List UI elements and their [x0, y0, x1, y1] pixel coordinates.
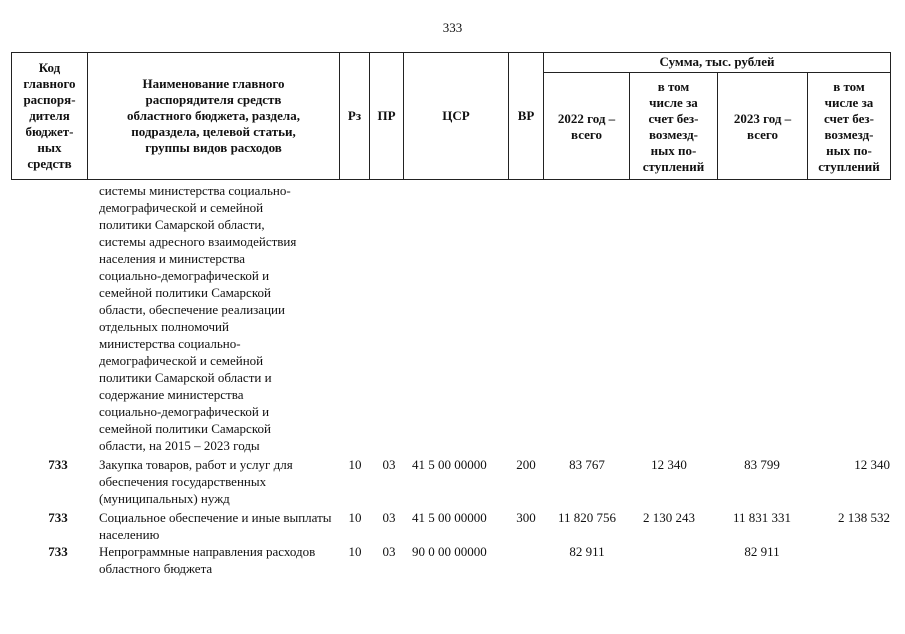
row-2022-total: 82 911	[569, 544, 605, 559]
header-code: Код главного распоря- дителя бюджет- ных средств	[23, 60, 76, 171]
row-vr: 300	[516, 510, 536, 525]
row-2023-total: 82 911	[744, 544, 780, 559]
row-code: 733	[48, 544, 68, 559]
page-number: 333	[442, 20, 463, 35]
row-2023-total: 83 799	[744, 457, 780, 472]
header-sum: Сумма, тыс. рублей	[659, 54, 775, 69]
table-header	[11, 52, 891, 180]
row-name: Закупка товаров, работ и услуг для обеспечения государственных (муниципальных) нужд	[99, 457, 293, 506]
row-code: 733	[48, 510, 68, 525]
header-pr: ПР	[377, 108, 396, 123]
row-csr: 90 0 00 00000	[412, 544, 487, 559]
row-vr: 200	[516, 457, 536, 472]
row-2022-total: 11 820 756	[557, 510, 617, 525]
row-csr: 41 5 00 00000	[412, 510, 487, 525]
row-name: Непрограммные направления расходов областного бюджета	[99, 544, 316, 576]
row-2023-free: 12 340	[854, 457, 890, 472]
row-pr: 03	[382, 457, 396, 472]
row-rz: 10	[348, 544, 362, 559]
row-2023-free: 2 138 532	[838, 510, 890, 525]
header-2023-total: 2023 год – всего	[733, 110, 792, 142]
header-2022-total: 2022 год – всего	[557, 110, 616, 142]
row-2022-free: 12 340	[651, 457, 687, 472]
row-2023-total: 11 831 331	[732, 510, 792, 525]
row-2022-free: 2 130 243	[643, 510, 695, 525]
row-pr: 03	[382, 544, 396, 559]
header-name: Наименование главного распорядителя средств областного бюджета, раздела, подраздела, целевой статьи, группы видов расходов	[127, 76, 300, 155]
header-csr: ЦСР	[442, 108, 470, 123]
row-pr: 03	[382, 510, 396, 525]
row-name: Социальное обеспечение и иные выплаты населению	[99, 510, 332, 542]
header-vr: ВР	[517, 108, 535, 123]
header-rz: Рз	[347, 108, 362, 123]
row-rz: 10	[348, 457, 362, 472]
row-rz: 10	[348, 510, 362, 525]
row-2022-total: 83 767	[569, 457, 605, 472]
header-2022-free: в том числе за счет без- возмезд- ных по- ступлений	[642, 78, 705, 174]
row-csr: 41 5 00 00000	[412, 457, 487, 472]
continuation-text: системы министерства социально- демографической и семейной политики Самарской области, системы адресного взаимодействия населения и министерства социально-демографической и семейной политики Самарской области, обеспечение реализации отдельных полномочий министерства социально- демографической и семейной политики Самарской области и содержание министерства социально-демографической и семейной политики Самарской области, на 2015 – 2023 годы	[99, 183, 297, 453]
row-code: 733	[48, 457, 68, 472]
header-2023-free: в том числе за счет без- возмезд- ных по- ступлений	[818, 78, 880, 174]
